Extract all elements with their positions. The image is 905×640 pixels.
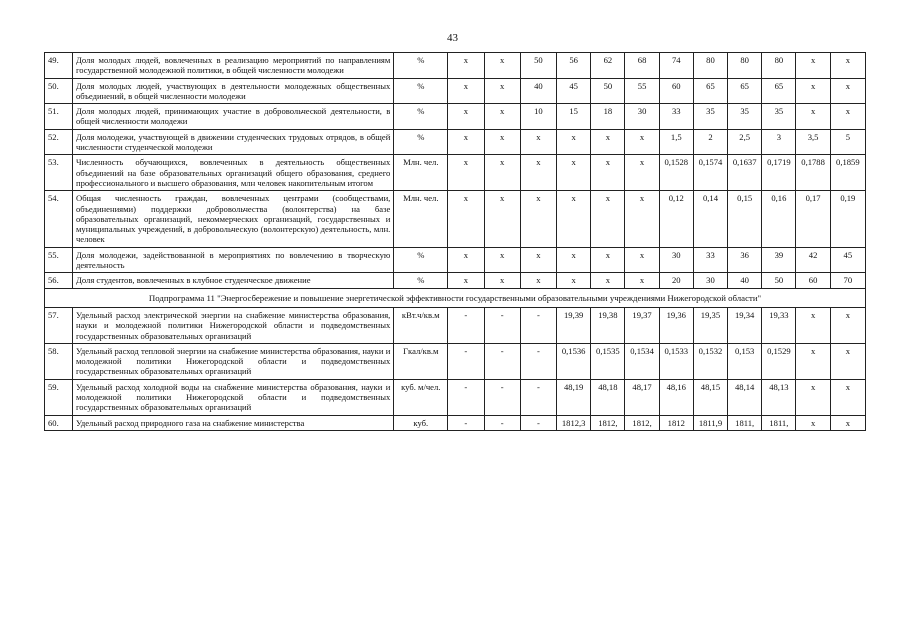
value-cell: x [796,104,830,130]
value-cell: x [591,129,625,155]
value-cell: 48,15 [693,379,727,415]
value-cell: 0,1534 [625,343,659,379]
indicator-name: Удельный расход тепловой энергии на снабжение министерства образования, науки и молодежной политики Нижегородской области и подведомственных государственных образовательных организаций [72,343,393,379]
value-cell: - [448,343,484,379]
value-cell: 3 [762,129,796,155]
value-cell: x [484,155,520,191]
value-cell: 0,19 [830,191,865,247]
value-cell: x [796,307,830,343]
value-cell: x [830,53,865,79]
indicator-name: Доля студентов, вовлеченных в клубное студенческое движение [72,273,393,288]
value-cell: 48,13 [762,379,796,415]
value-cell: 56 [557,53,591,79]
value-cell: 40 [728,273,762,288]
row-number: 56. [45,273,73,288]
value-cell: 3,5 [796,129,830,155]
value-cell: 30 [625,104,659,130]
indicator-name: Доля молодежи, задействованной в мероприятиях по вовлечению в творческую деятельность [72,247,393,273]
value-cell: 2 [693,129,727,155]
table-row [45,191,866,247]
value-cell: x [484,191,520,247]
value-cell: x [484,247,520,273]
value-cell: 33 [659,104,693,130]
value-cell: 0,1536 [557,343,591,379]
value-cell: 30 [659,247,693,273]
value-cell: 1812, [625,415,659,430]
unit-cell: % [394,247,448,273]
indicator-name: Удельный расход природного газа на снабжение министерства [72,415,393,430]
table-row [45,273,866,288]
value-cell: 0,153 [728,343,762,379]
value-cell: - [484,415,520,430]
value-cell: 19,36 [659,307,693,343]
unit-cell: % [394,53,448,79]
value-cell: 0,1533 [659,343,693,379]
value-cell: x [625,247,659,273]
value-cell: - [484,343,520,379]
value-cell: 0,14 [693,191,727,247]
value-cell: 5 [830,129,865,155]
value-cell: - [484,379,520,415]
value-cell: 48,16 [659,379,693,415]
value-cell: x [830,415,865,430]
value-cell: - [520,307,556,343]
value-cell: 0,16 [762,191,796,247]
value-cell: 10 [520,104,556,130]
indicator-name: Общая численность граждан, вовлеченных центрами (сообществами, объединениями) поддержки добровольчества (волонтерства) на базе образовательных организаций, некоммерческих организаций, государственных и муниципальных учреждений, в добровольческую (волонтерскую) деятельность, млн. человек [72,191,393,247]
value-cell: 1812,3 [557,415,591,430]
indicator-name: Удельный расход электрической энергии на снабжение министерства образования, науки и молодежной политики Нижегородской области и подведомственных государственных образовательных организаций [72,307,393,343]
value-cell: x [520,155,556,191]
value-cell: x [625,191,659,247]
value-cell: - [520,415,556,430]
value-cell: - [520,379,556,415]
table-row [45,415,866,430]
value-cell: x [830,104,865,130]
value-cell: 65 [693,78,727,104]
value-cell: x [484,53,520,79]
value-cell: 55 [625,78,659,104]
value-cell: x [448,129,484,155]
value-cell: 0,1532 [693,343,727,379]
value-cell: 19,37 [625,307,659,343]
value-cell: x [557,191,591,247]
value-cell: 19,35 [693,307,727,343]
value-cell: x [520,247,556,273]
value-cell: 70 [830,273,865,288]
value-cell: x [796,343,830,379]
value-cell: x [484,273,520,288]
section-title: Подпрограмма 11 "Энергосбережение и повышение энергетической эффективности государственными образовательными учреждениями Нижегородской области" [45,288,866,307]
value-cell: x [557,129,591,155]
value-cell: 35 [693,104,727,130]
table-row [45,104,866,130]
value-cell: 48,14 [728,379,762,415]
value-cell: 60 [659,78,693,104]
value-cell: 30 [693,273,727,288]
value-cell: x [448,78,484,104]
table-row [45,379,866,415]
value-cell: x [520,273,556,288]
value-cell: 2,5 [728,129,762,155]
value-cell: x [484,104,520,130]
value-cell: x [520,191,556,247]
value-cell: 40 [520,78,556,104]
row-number: 59. [45,379,73,415]
value-cell: - [520,343,556,379]
value-cell: 0,15 [728,191,762,247]
value-cell: x [830,78,865,104]
row-number: 53. [45,155,73,191]
value-cell: 35 [762,104,796,130]
indicator-name: Доля молодых людей, вовлеченных в реализацию мероприятий по направлениям государственной молодежной политики, в общей численности молодежи [72,53,393,79]
unit-cell: куб. м/чел. [394,379,448,415]
table-row [45,247,866,273]
value-cell: x [830,307,865,343]
value-cell: 62 [591,53,625,79]
row-number: 51. [45,104,73,130]
value-cell: 1812 [659,415,693,430]
value-cell: 74 [659,53,693,79]
row-number: 54. [45,191,73,247]
value-cell: 18 [591,104,625,130]
value-cell: 0,1719 [762,155,796,191]
value-cell: 48,19 [557,379,591,415]
row-number: 57. [45,307,73,343]
value-cell: 45 [830,247,865,273]
value-cell: x [484,78,520,104]
value-cell: 0,1859 [830,155,865,191]
value-cell: x [625,155,659,191]
value-cell: 15 [557,104,591,130]
value-cell: - [448,307,484,343]
value-cell: - [448,379,484,415]
row-number: 55. [45,247,73,273]
value-cell: 0,1528 [659,155,693,191]
value-cell: 45 [557,78,591,104]
value-cell: 39 [762,247,796,273]
page-number: 43 [447,32,458,44]
row-number: 52. [45,129,73,155]
unit-cell: куб. [394,415,448,430]
value-cell: 68 [625,53,659,79]
value-cell: x [625,129,659,155]
value-cell: 80 [728,53,762,79]
value-cell: 60 [796,273,830,288]
value-cell: - [448,415,484,430]
unit-cell: Млн. чел. [394,191,448,247]
indicators-table [44,52,866,431]
row-number: 50. [45,78,73,104]
table-row [45,307,866,343]
value-cell: x [448,191,484,247]
unit-cell: кВт.ч/кв.м [394,307,448,343]
unit-cell: Млн. чел. [394,155,448,191]
value-cell: 0,1574 [693,155,727,191]
value-cell: x [520,129,556,155]
value-cell: 48,18 [591,379,625,415]
indicator-name: Удельный расход холодной воды на снабжение министерства образования, науки и молодежной политики Нижегородской области и подведомственных государственных образовательных организаций [72,379,393,415]
unit-cell: % [394,273,448,288]
value-cell: x [448,104,484,130]
value-cell: x [625,273,659,288]
value-cell: 80 [693,53,727,79]
indicator-name: Доля молодых людей, принимающих участие в добровольческой деятельности, в общей численности молодежи [72,104,393,130]
value-cell: - [484,307,520,343]
value-cell: 50 [591,78,625,104]
table-row [45,343,866,379]
value-cell: 50 [762,273,796,288]
value-cell: 65 [762,78,796,104]
table-row [45,129,866,155]
value-cell: x [484,129,520,155]
value-cell: 50 [520,53,556,79]
value-cell: x [796,53,830,79]
value-cell: x [591,247,625,273]
indicator-name: Доля молодежи, участвующей в движении студенческих трудовых отрядов, в общей численности студенческой молодежи [72,129,393,155]
value-cell: x [591,155,625,191]
value-cell: 1811,9 [693,415,727,430]
value-cell: x [796,78,830,104]
section-row [45,288,866,307]
value-cell: x [557,155,591,191]
unit-cell: Гкал/кв.м [394,343,448,379]
value-cell: 80 [762,53,796,79]
value-cell: 0,17 [796,191,830,247]
value-cell: 19,38 [591,307,625,343]
value-cell: 35 [728,104,762,130]
value-cell: x [448,53,484,79]
value-cell: x [830,343,865,379]
value-cell: 36 [728,247,762,273]
value-cell: x [557,273,591,288]
indicator-name: Доля молодых людей, участвующих в деятельности молодежных общественных объединений, в общей численности молодежи [72,78,393,104]
value-cell: x [796,415,830,430]
value-cell: x [591,191,625,247]
table-row [45,53,866,79]
value-cell: 42 [796,247,830,273]
value-cell: x [796,379,830,415]
value-cell: x [448,247,484,273]
value-cell: 20 [659,273,693,288]
value-cell: 0,1637 [728,155,762,191]
table-row [45,78,866,104]
value-cell: 1811, [762,415,796,430]
value-cell: 0,12 [659,191,693,247]
value-cell: 19,33 [762,307,796,343]
value-cell: 0,1529 [762,343,796,379]
value-cell: 0,1535 [591,343,625,379]
value-cell: 48,17 [625,379,659,415]
value-cell: x [448,155,484,191]
unit-cell: % [394,78,448,104]
value-cell: 33 [693,247,727,273]
value-cell: x [830,379,865,415]
value-cell: 1,5 [659,129,693,155]
row-number: 60. [45,415,73,430]
row-number: 49. [45,53,73,79]
value-cell: x [591,273,625,288]
value-cell: 1811, [728,415,762,430]
value-cell: 65 [728,78,762,104]
value-cell: x [448,273,484,288]
value-cell: 19,34 [728,307,762,343]
indicator-name: Численность обучающихся, вовлеченных в деятельность общественных объединений на базе образовательных организаций общего образования, среднего профессионального и высшего образования, млн человек накопительным итогом [72,155,393,191]
value-cell: 19,39 [557,307,591,343]
table-row [45,155,866,191]
unit-cell: % [394,129,448,155]
row-number: 58. [45,343,73,379]
value-cell: 0,1788 [796,155,830,191]
value-cell: x [557,247,591,273]
unit-cell: % [394,104,448,130]
value-cell: 1812, [591,415,625,430]
